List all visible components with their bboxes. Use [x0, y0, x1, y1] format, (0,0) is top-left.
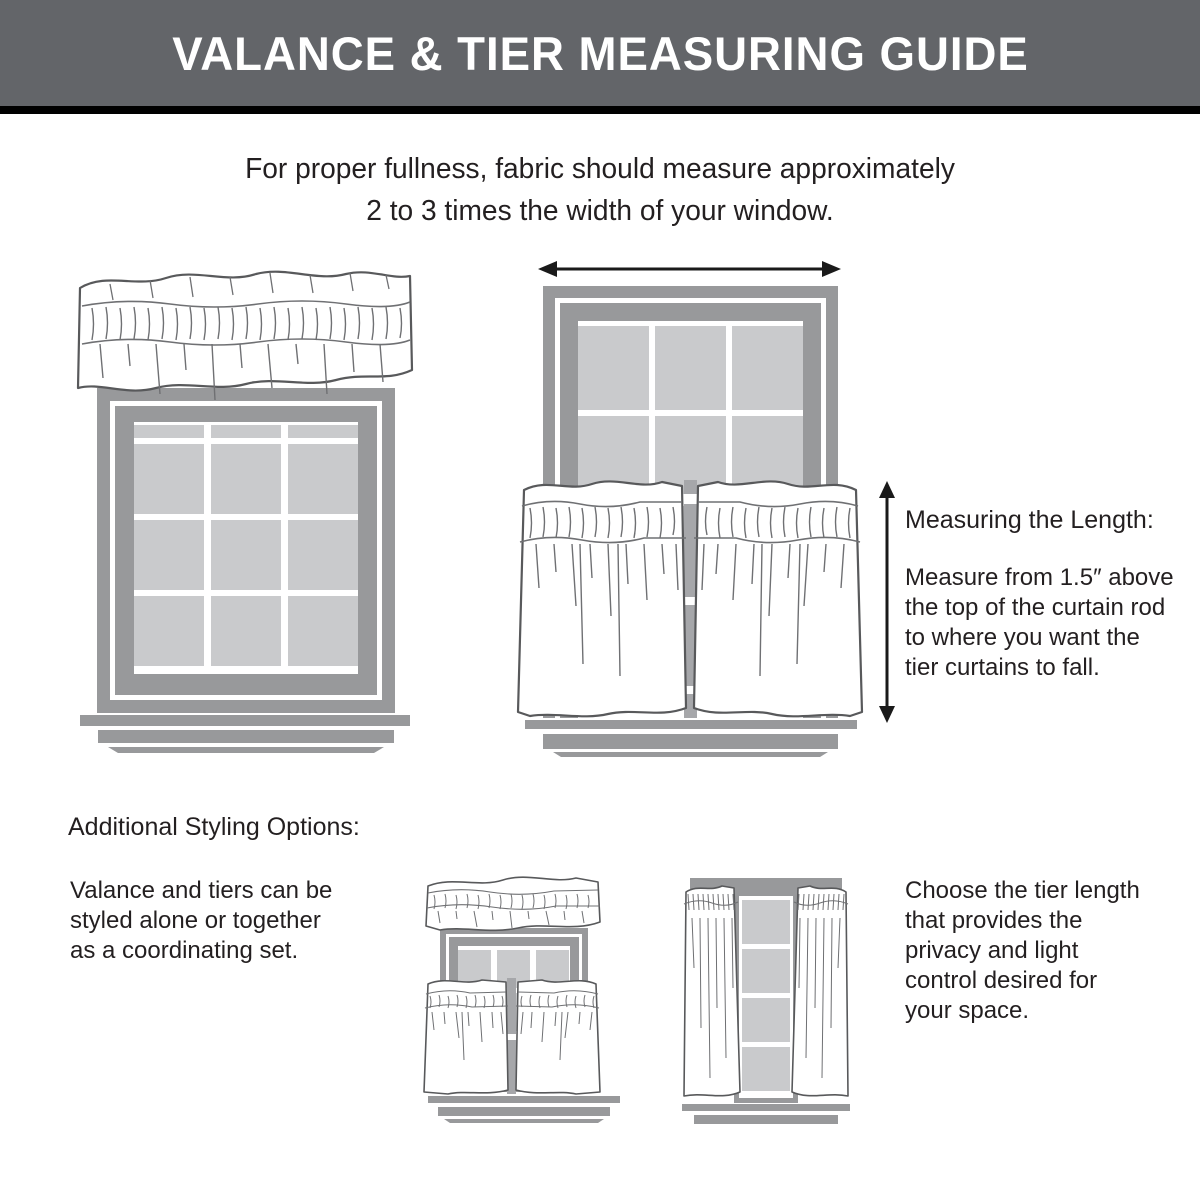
measuring-length-line-4: tier curtains to fall. — [905, 654, 1100, 681]
tier-curtain-right — [694, 481, 862, 716]
styling-options-heading: Additional Styling Options: — [68, 813, 360, 841]
tier-curtain-left — [518, 481, 686, 716]
measuring-length-line-3: to where you want the — [905, 624, 1140, 651]
styling-left-note — [70, 876, 390, 966]
page-title: VALANCE & TIER MEASURING GUIDE — [171, 26, 1029, 80]
panel-curtain-right — [792, 886, 848, 1096]
coordinating-set-illustration — [398, 866, 648, 1128]
valance-curtain — [426, 877, 600, 930]
measuring-length-line-1: Measure from 1.5″ above — [905, 564, 1174, 591]
tier-window-svg — [510, 248, 915, 763]
intro-text — [0, 148, 1200, 232]
styling-right-line-4: control desired for — [905, 967, 1098, 994]
width-arrow-icon — [538, 261, 841, 277]
styling-left-line-1: Valance and tiers can be — [70, 877, 333, 904]
panel-window-illustration — [670, 866, 920, 1128]
intro-line-1: For proper fullness, fabric should measure approximately — [245, 153, 955, 185]
window-sill — [682, 1104, 850, 1124]
panel-window-svg — [670, 866, 920, 1128]
intro-line-2: 2 to 3 times the width of your window. — [366, 195, 834, 227]
measuring-length-heading: Measuring the Length: — [905, 506, 1154, 534]
window-panes — [134, 425, 358, 666]
measuring-length-line-2: the top of the curtain rod — [905, 594, 1166, 621]
window-sill — [80, 715, 410, 753]
tier-curtain-right — [516, 980, 600, 1094]
styling-right-line-1: Choose the tier length — [905, 877, 1140, 904]
valance-window-illustration — [66, 258, 416, 758]
window-bottom-rail — [115, 682, 377, 695]
header-rule — [0, 106, 1200, 114]
styling-left-line-2: styled alone or together — [70, 907, 321, 934]
length-arrow-icon — [879, 481, 895, 723]
panel-curtain-left — [684, 886, 740, 1096]
styling-left-line-3: as a coordinating set. — [70, 937, 299, 964]
styling-right-line-5: your space. — [905, 997, 1030, 1024]
window-sill — [525, 720, 857, 757]
coordinating-set-svg — [398, 866, 648, 1128]
tier-curtain-left — [424, 980, 508, 1094]
tier-window-illustration — [510, 248, 915, 763]
styling-right-line-2: that provides the — [905, 907, 1083, 934]
styling-right-note — [905, 876, 1195, 1026]
header-bar — [0, 0, 1200, 106]
window-sill — [428, 1096, 620, 1123]
measuring-length-note — [905, 563, 1200, 683]
valance-window-svg — [66, 258, 416, 758]
styling-right-line-3: privacy and light — [905, 937, 1079, 964]
valance-curtain — [78, 272, 412, 400]
